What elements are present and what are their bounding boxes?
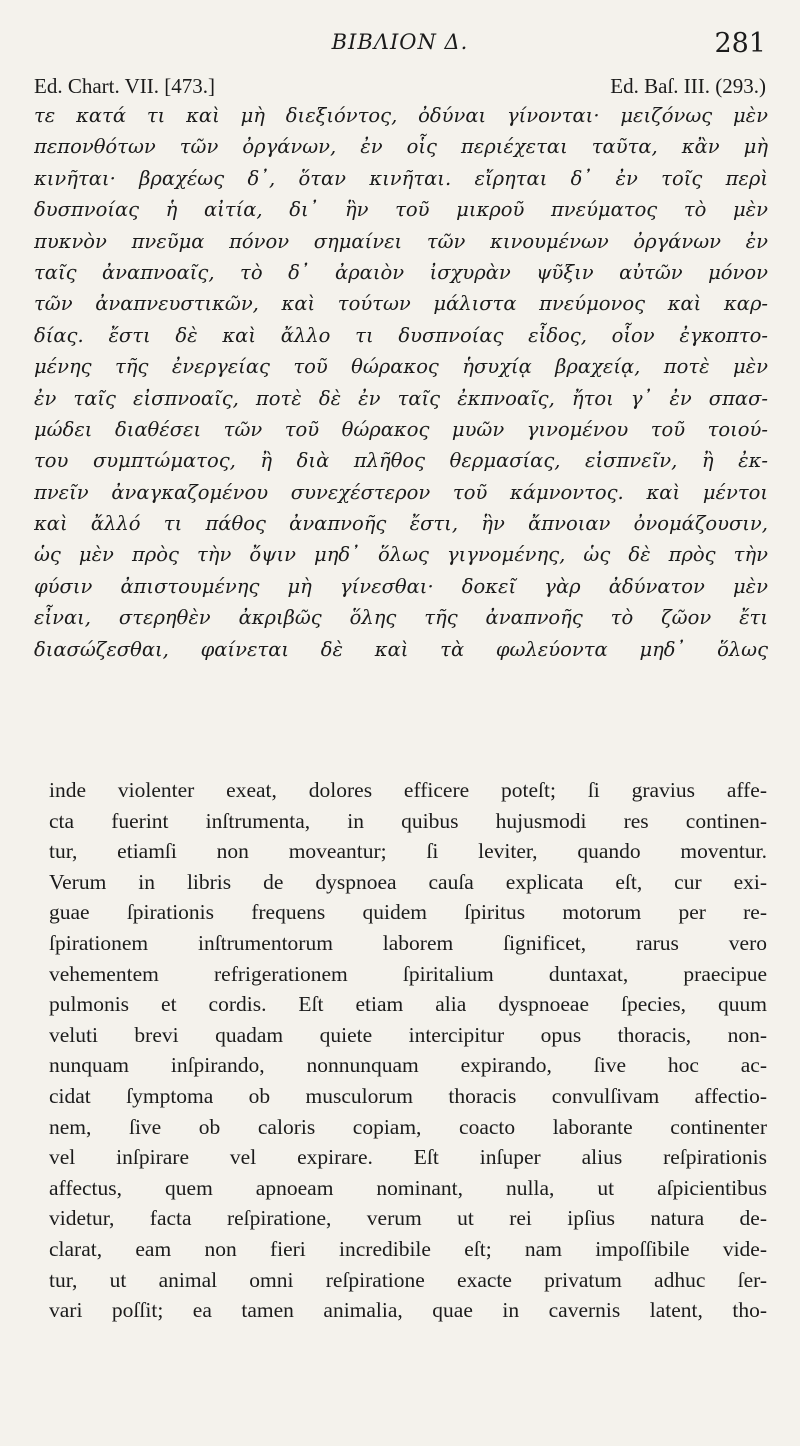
running-head (0, 28, 800, 62)
latin-text-line: vel inſpirare vel expirare. Eſt inſuper alius reſpirationis (49, 1145, 767, 1170)
latin-text-line: tur, ut animal omni reſpiratione exacte privatum adhuc ſer- (49, 1267, 767, 1292)
latin-text-line: pulmonis et cordis. Eſt etiam alia dyspnoeae ſpecies, quum (49, 992, 767, 1017)
latin-text-line: tur, etiamſi non moveantur; ſi leviter, quando moventur. (49, 839, 767, 864)
greek-text-line: διασώζεσθαι, φαίνεται δὲ καὶ τὰ φωλεύοντα μηδ᾽ ὅλως (34, 637, 768, 661)
latin-text-line: guae ſpirationis frequens quidem ſpiritus motorum per re- (49, 900, 767, 925)
greek-text-line: εἶναι, στερηθὲν ἀκριβῶς ὅλης τῆς ἀναπνοῆς τὸ ζῶον ἔτι (34, 606, 768, 630)
greek-text-line: μώδει διαθέσει τῶν τοῦ θώρακος μυῶν γινομένου τοῦ τοιού- (34, 417, 768, 441)
greek-text-line: πυκνὸν πνεῦμα πόνον σημαίνει τῶν κινουμένων ὀργάνων ἐν (34, 229, 768, 253)
greek-text-line: κινῆται· βραχέως δ᾽, ὅταν κινῆται. εἴρηται δ᾽ ἐν τοῖς περὶ (34, 166, 768, 190)
running-title: ΒΙΒΛΙΟΝ Δ. (331, 30, 469, 54)
latin-text-line: nunquam inſpirando, nonnunquam expirando, ſive hoc ac- (49, 1053, 767, 1078)
latin-text-line: cta fuerint inſtrumenta, in quibus hujusmodi res continen- (49, 808, 767, 833)
latin-text-line: cidat ſymptoma ob musculorum thoracis convulſivam affectio- (49, 1083, 767, 1108)
greek-text-line: ἐν ταῖς εἰσπνοαῖς, ποτὲ δὲ ἐν ταῖς ἐκπνοαῖς, ἤτοι γ᾽ ἐν σπασ- (34, 386, 768, 410)
greek-text-line: φύσιν ἀπιστουμένης μὴ γίνεσθαι· δοκεῖ γὰρ ἀδύνατον μὲν (34, 574, 768, 598)
page-number: 281 (714, 28, 766, 59)
latin-text-block (49, 775, 767, 1326)
latin-text-line: affectus, quem apnoeam nominant, nulla, ut aſpicientibus (49, 1175, 767, 1200)
greek-text-line: τε κατά τι καὶ μὴ διεξιόντος, ὀδύναι γίνονται· μειζόνως μὲν (34, 104, 768, 127)
greek-text-line: ὡς μὲν πρὸς τὴν ὄψιν μηδ᾽ ὅλως γιγνομένης, ὡς δὲ πρὸς τὴν (34, 543, 768, 567)
edition-reference-chartier: Ed. Chart. VII. [473.] (34, 74, 215, 98)
greek-text-line: μένης τῆς ἐνεργείας τοῦ θώρακος ἡσυχίᾳ βραχείᾳ, ποτὲ μὲν (34, 355, 768, 379)
greek-text-line: πεπονθότων τῶν ὀργάνων, ἐν οἷς περιέχεται ταῦτα, κἂν μὴ (34, 135, 768, 159)
latin-text-line: clarat, eam non fieri incredibile eſt; nam impoſſibile vide- (49, 1236, 767, 1261)
latin-text-line: nem, ſive ob caloris copiam, coacto laborante continenter (49, 1114, 767, 1139)
greek-text-block (34, 100, 768, 665)
greek-text-line: τῶν ἀναπνευστικῶν, καὶ τούτων μάλιστα πνεύμονος καὶ καρ- (34, 292, 768, 316)
latin-text-line: videtur, facta reſpiratione, verum ut rei ipſius natura de- (49, 1206, 767, 1231)
greek-text-line: του συμπτώματος, ἢ διὰ πλῆθος θερμασίας, εἰσπνεῖν, ἢ ἐκ- (34, 449, 768, 473)
greek-text-line: καὶ ἄλλό τι πάθος ἀναπνοῆς ἔστι, ἣν ἄπνοιαν ὀνομάζουσιν, (34, 512, 768, 536)
greek-text-line: δίας. ἔστι δὲ καὶ ἄλλο τι δυσπνοίας εἶδος, οἷον ἐγκοπτο- (34, 323, 768, 347)
greek-text-line: δυσπνοίας ἡ αἰτία, δι᾽ ἣν τοῦ μικροῦ πνεύματος τὸ μὲν (34, 198, 768, 222)
latin-text-line: veluti brevi quadam quiete intercipitur opus thoracis, non- (49, 1022, 767, 1047)
latin-text-line: Verum in libris de dyspnoea cauſa explicata eſt, cur exi- (49, 869, 767, 894)
edition-references (34, 74, 766, 102)
greek-text-line: πνεῖν ἀναγκαζομένου συνεχέστερον τοῦ κάμνοντος. καὶ μέντοι (34, 480, 768, 504)
edition-reference-basel: Ed. Baſ. III. (293.) (610, 74, 766, 98)
latin-text-line: inde violenter exeat, dolores efficere poteſt; ſi gravius affe- (49, 778, 767, 802)
latin-text-line: vehementem refrigerationem ſpiritalium duntaxat, praecipue (49, 961, 767, 986)
greek-text-line: ταῖς ἀναπνοαῖς, τὸ δ᾽ ἀραιὸν ἰσχυρὰν ψῦξιν αὐτῶν μόνον (34, 260, 768, 284)
latin-text-line: ſpirationem inſtrumentorum laborem ſignificet, rarus vero (49, 930, 767, 955)
latin-text-line: vari poſſit; ea tamen animalia, quae in cavernis latent, tho- (49, 1298, 767, 1323)
